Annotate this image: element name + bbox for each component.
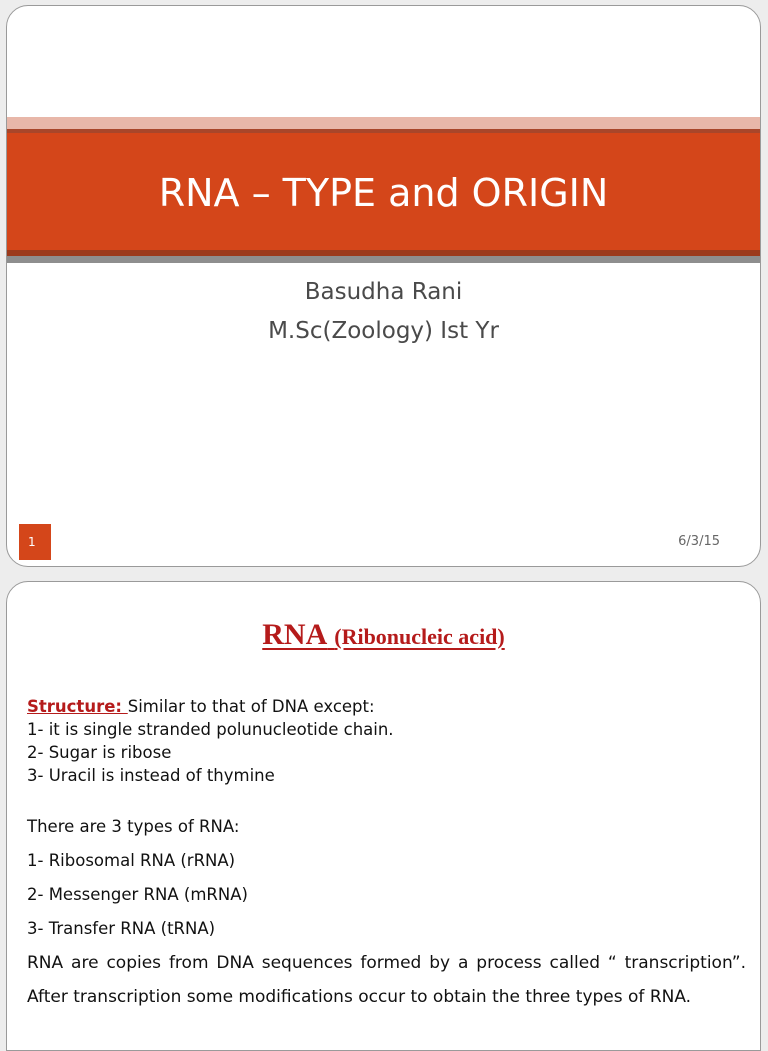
- rna-type-item: 3- Transfer RNA (tRNA): [27, 919, 216, 938]
- structure-section: [27, 695, 740, 787]
- transcription-paragraph: RNA are copies from DNA sequences formed by a process called “ transcription”. After transcription some modifications occur to obtain the three types of RNA.: [27, 953, 746, 1007]
- rna-heading: [7, 618, 760, 652]
- author-course: M.Sc(Zoology) Ist Yr: [268, 318, 499, 344]
- rna-type-item: 1- Ribosomal RNA (rRNA): [27, 851, 236, 870]
- rna-heading-paren: (Ribonucleic acid): [334, 624, 505, 649]
- rna-type-item: 2- Messenger RNA (mRNA): [27, 885, 248, 904]
- page-number-badge: [19, 524, 51, 560]
- slide-date: 6/3/15: [678, 534, 720, 549]
- rna-heading-main: RNA: [262, 618, 328, 651]
- structure-intro: Similar to that of DNA except:: [127, 697, 375, 716]
- title-band-top-light: [7, 117, 760, 129]
- rna-types-section: [27, 810, 740, 946]
- title-slide: [6, 5, 761, 567]
- structure-point: 2- Sugar is ribose: [27, 743, 172, 762]
- types-intro: There are 3 types of RNA:: [27, 817, 240, 836]
- author-name: Basudha Rani: [304, 279, 463, 305]
- structure-line: [27, 695, 740, 718]
- title-band-bottom-grey: [7, 256, 760, 263]
- structure-point: 1- it is single stranded polunucleotide chain.: [27, 720, 394, 739]
- content-slide: [6, 581, 761, 1051]
- slide-title: RNA – TYPE and ORIGIN: [158, 171, 609, 215]
- page-number: 1: [28, 535, 36, 549]
- structure-label: Structure:: [27, 697, 128, 716]
- structure-point: 3- Uracil is instead of thymine: [27, 766, 275, 785]
